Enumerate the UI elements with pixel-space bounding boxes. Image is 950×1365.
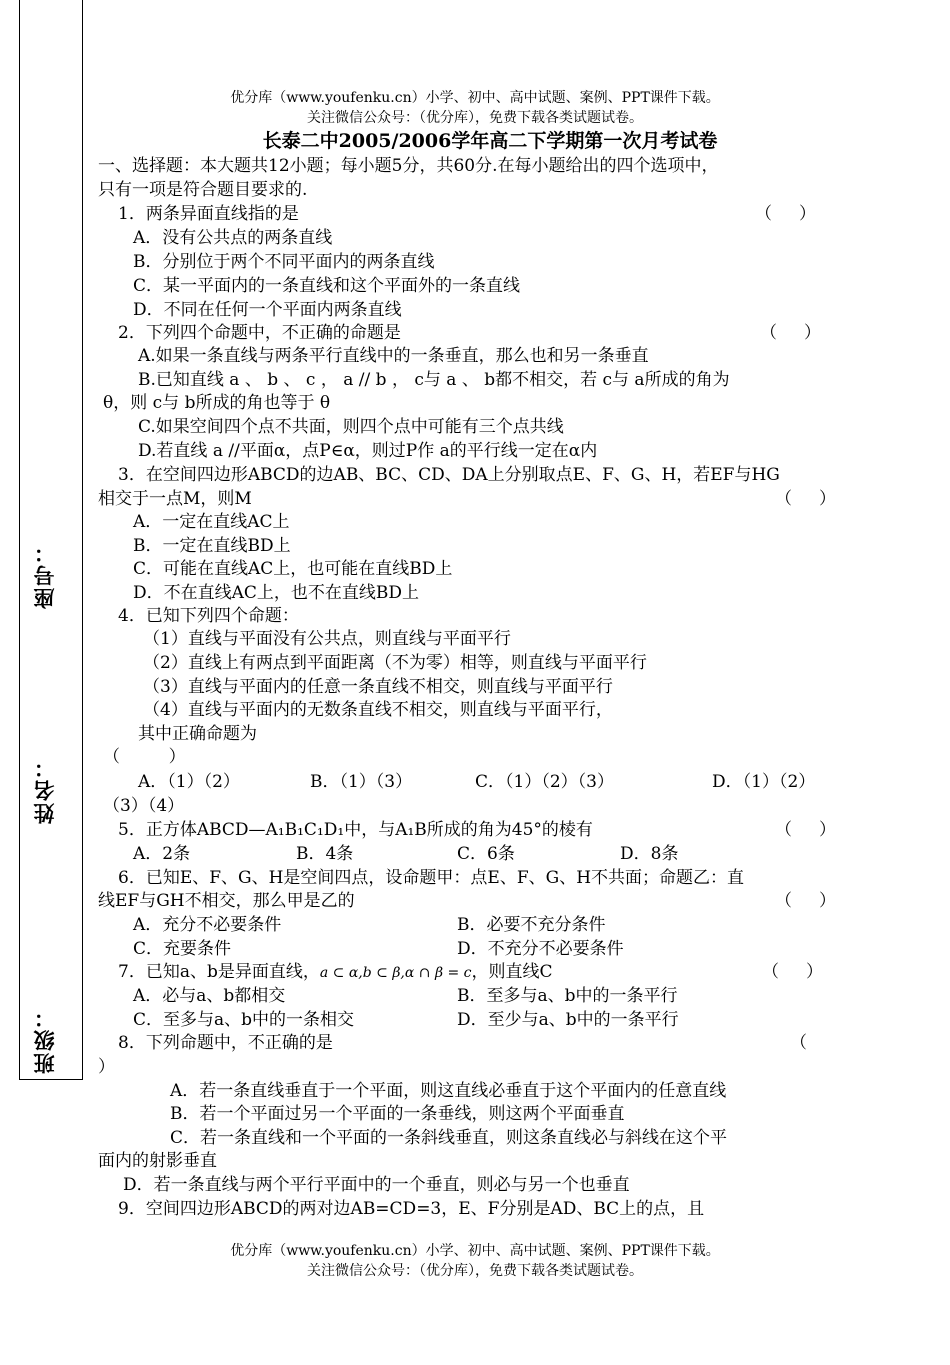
q8-answer-blank-close: ） [98, 1057, 115, 1077]
q2-option-d: D.若直线 a //平面α，点P∈α，则过P作 a的平行线一定在α内 [138, 441, 598, 461]
q1-option-a: A．没有公共点的两条直线 [133, 228, 333, 248]
q6-stem-line1: 6．已知E、F、G、H是空间四点，设命题甲：点E、F、G、H不共面；命题乙：直 [118, 868, 745, 888]
q4-proposition-3: （3）直线与平面内的任意一条直线不相交，则直线与平面平行 [143, 677, 613, 697]
q4-option-b: B．（1）（3） [310, 772, 413, 792]
q4-proposition-2: （2）直线上有两点到平面距离（不为零）相等，则直线与平面平行 [143, 653, 647, 673]
q4-answer-blank: （ ） [103, 747, 186, 767]
q8-option-a: A．若一条直线垂直于一个平面，则这直线必垂直于这个平面内的任意直线 [170, 1081, 727, 1101]
q5-option-b: B．4条 [296, 844, 354, 864]
q4-stem: 4．已知下列四个命题： [118, 606, 299, 626]
q6-option-b: B．必要不充分条件 [457, 915, 606, 935]
q7-formula: a ⊂ α,b ⊂ β,α ∩ β = c [319, 965, 472, 981]
q6-option-d: D．不充分不必要条件 [457, 939, 624, 959]
q2-option-a: A.如果一条直线与两条平行直线中的一条垂直，那么也和另一条垂直 [138, 346, 649, 366]
q8-option-d: D．若一条直线与两个平行平面中的一个垂直，则必与另一个也垂直 [123, 1175, 630, 1195]
q7-option-b: B．至多与a、b中的一条平行 [457, 986, 678, 1006]
q5-answer-blank: （ ） [775, 820, 837, 840]
q5-option-a: A．2条 [133, 844, 191, 864]
class-label: 班级： [33, 1005, 57, 1074]
q2-option-b-line1: B.已知直线 a 、 b 、 c ， a // b ， c与 a 、 b都不相交，若 c与 a所成的角为 [138, 370, 730, 390]
section-heading-line1: 一、选择题：本大题共12小题；每小题5分，共60分.在每小题给出的四个选项中， [98, 156, 719, 176]
q3-stem-line2: 相交于一点M，则M [98, 489, 252, 509]
seat-label: 座号： [33, 540, 57, 609]
q3-stem-line1: 3．在空间四边形ABCD的边AB、BC、CD、DA上分别取点E、F、G、H，若EF与HG [118, 465, 780, 485]
q7-answer-blank: （ ） [762, 962, 824, 982]
footer-watermark-line1: 优分库（www.youfenku.cn）小学、初中、高中试题、案例、PPT课件下载。 [230, 1243, 720, 1259]
q5-option-c: C．6条 [457, 844, 515, 864]
q1-answer-blank: （ ） [755, 204, 817, 224]
q2-option-c: C.如果空间四个点不共面，则四个点中可能有三个点共线 [138, 417, 564, 437]
q5-stem: 5．正方体ABCD—A₁B₁C₁D₁中，与A₁B所成的角为45°的棱有 [118, 820, 593, 840]
header-watermark-line2: 关注微信公众号：（优分库），免费下载各类试题试卷。 [307, 110, 643, 126]
q1-option-d: D．不同在任何一个平面内两条直线 [133, 300, 402, 320]
q1-stem: 1．两条异面直线指的是 [118, 204, 299, 224]
exam-title: 长泰二中2005/2006学年高二下学期第一次月考试卷 [262, 130, 718, 152]
q7-stem-end: ，则直线C [471, 962, 553, 982]
q7-stem-start: 7．已知a、b是异面直线， [118, 962, 320, 982]
q3-answer-blank: （ ） [775, 489, 837, 509]
q8-answer-blank-open: （ [790, 1033, 807, 1053]
q2-answer-blank: （ ） [760, 323, 822, 343]
q8-option-c-line1: C．若一条直线和一个平面的一条斜线垂直，则这条直线必与斜线在这个平 [170, 1128, 728, 1148]
q2-option-b-line2: θ，则 c与 b所成的角也等于 θ [103, 393, 331, 413]
q3-option-d: D．不在直线AC上，也不在直线BD上 [133, 583, 420, 603]
q7-option-d: D．至少与a、b中的一条平行 [457, 1010, 679, 1030]
q7-stem [118, 961, 553, 985]
q4-proposition-1: （1）直线与平面没有公共点，则直线与平面平行 [143, 629, 511, 649]
q7-option-a: A．必与a、b都相交 [133, 986, 286, 1006]
q9-stem: 9．空间四边形ABCD的两对边AB=CD=3，E、F分别是AD、BC上的点，且 [118, 1199, 705, 1219]
q4-option-d-cont: （3）（4） [103, 796, 185, 816]
q4-proposition-4: （4）直线与平面内的无数条直线不相交，则直线与平面平行， [143, 700, 613, 720]
q6-option-c: C．充要条件 [133, 939, 232, 959]
section-heading-line2: 只有一项是符合题目要求的. [98, 180, 308, 200]
q1-option-b: B．分别位于两个不同平面内的两条直线 [133, 252, 435, 272]
footer-watermark-line2: 关注微信公众号：（优分库），免费下载各类试题试卷。 [307, 1263, 643, 1279]
q7-option-c: C．至多与a、b中的一条相交 [133, 1010, 355, 1030]
q6-option-a: A．充分不必要条件 [133, 915, 282, 935]
q4-option-c: C．（1）（2）（3） [475, 772, 614, 792]
header-watermark-line1: 优分库（www.youfenku.cn）小学、初中、高中试题、案例、PPT课件下载。 [230, 90, 720, 106]
name-label: 姓名： [33, 755, 57, 824]
q8-option-c-line2: 面内的射影垂直 [98, 1151, 217, 1171]
q4-ask: 其中正确命题为 [138, 724, 257, 744]
q8-stem: 8．下列命题中，不正确的是 [118, 1033, 333, 1053]
q8-option-b: B．若一个平面过另一个平面的一条垂线，则这两个平面垂直 [170, 1104, 625, 1124]
q4-option-a: A．（1）（2） [138, 772, 240, 792]
q2-stem: 2．下列四个命题中，不正确的命题是 [118, 323, 401, 343]
q6-answer-blank: （ ） [775, 891, 837, 911]
q3-option-c: C．可能在直线AC上，也可能在直线BD上 [133, 559, 453, 579]
q4-option-d: D．（1）（2） [712, 772, 816, 792]
q1-option-c: C．某一平面内的一条直线和这个平面外的一条直线 [133, 276, 521, 296]
q6-stem-line2: 线EF与GH不相交，那么甲是乙的 [98, 891, 355, 911]
q3-option-b: B．一定在直线BD上 [133, 536, 291, 556]
q3-option-a: A．一定在直线AC上 [133, 512, 290, 532]
q5-option-d: D．8条 [620, 844, 679, 864]
